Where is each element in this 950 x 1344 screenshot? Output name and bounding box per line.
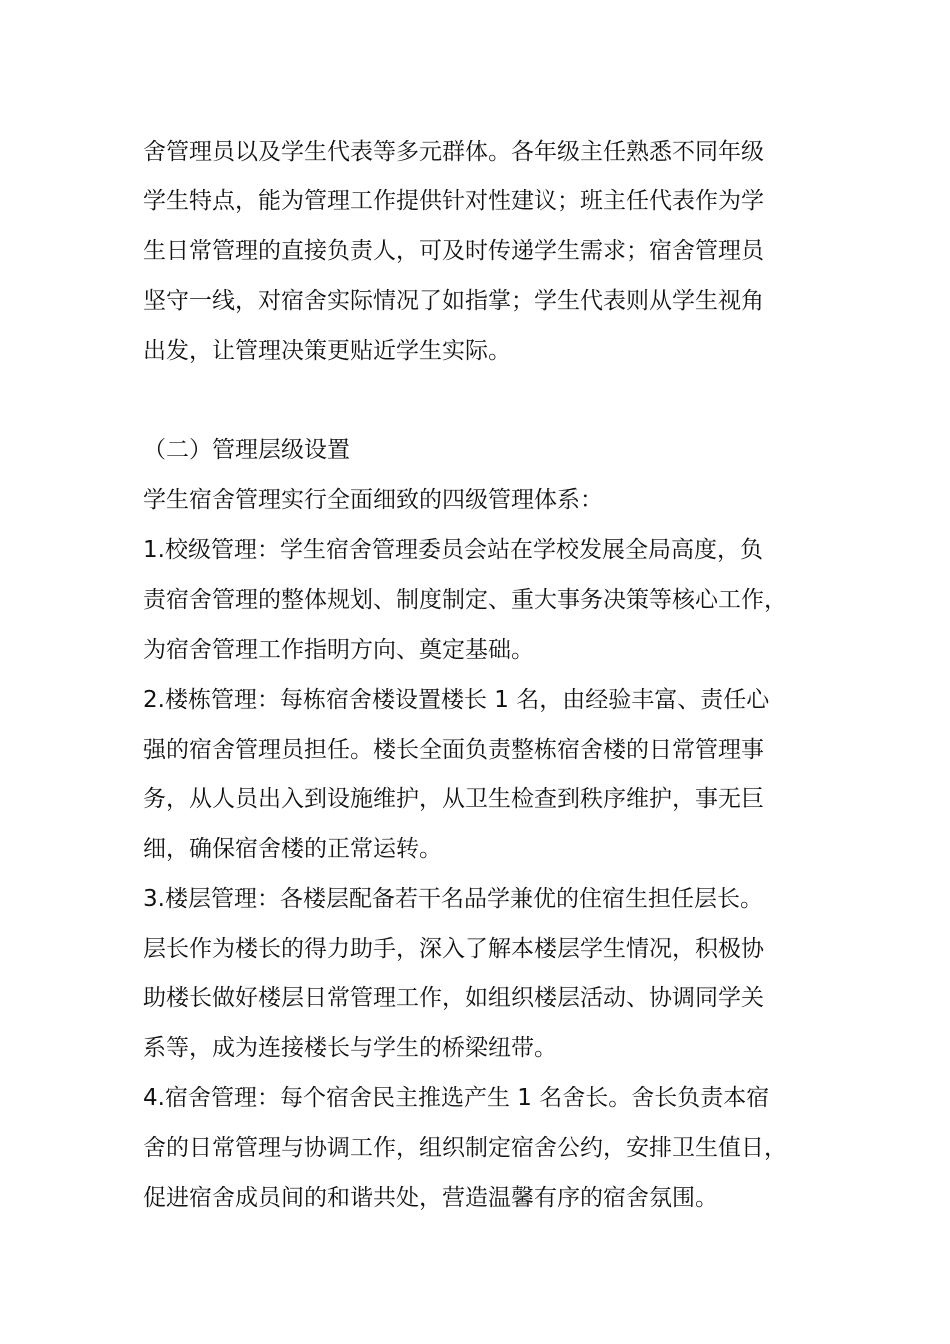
item-3-line: 3.楼层管理：各楼层配备若干名品学兼优的住宿生担任层长。	[143, 886, 763, 912]
section-heading: （二）管理层级设置	[143, 437, 350, 463]
item-3-line: 助楼长做好楼层日常管理工作，如组织楼层活动、协调同学关	[143, 985, 764, 1011]
item-4-line: 舍的日常管理与协调工作，组织制定宿舍公约，安排卫生值日，	[143, 1135, 787, 1161]
item-2-line: 务，从人员出入到设施维护，从卫生检查到秩序维护，事无巨	[143, 786, 764, 812]
item-4-line: 促进宿舍成员间的和谐共处，营造温馨有序的宿舍氛围。	[143, 1185, 718, 1211]
paragraph-line: 舍管理员以及学生代表等多元群体。各年级主任熟悉不同年级	[143, 139, 764, 165]
item-3-line: 层长作为楼长的得力助手，深入了解本楼层学生情况，积极协	[143, 936, 764, 962]
item-2-line: 2.楼栋管理：每栋宿舍楼设置楼长 1 名，由经验丰富、责任心	[143, 687, 770, 713]
paragraph-line: 出发，让管理决策更贴近学生实际。	[143, 338, 511, 364]
item-1-line: 责宿舍管理的整体规划、制度制定、重大事务决策等核心工作，	[143, 587, 787, 613]
item-2-line: 强的宿舍管理员担任。楼长全面负责整栋宿舍楼的日常管理事	[143, 737, 764, 763]
item-4-line: 4.宿舍管理：每个宿舍民主推选产生 1 名舍长。舍长负责本宿	[143, 1085, 770, 1111]
paragraph-line: 生日常管理的直接负责人，可及时传递学生需求；宿舍管理员	[143, 238, 764, 264]
intro-line: 学生宿舍管理实行全面细致的四级管理体系：	[143, 487, 603, 513]
paragraph-line: 学生特点，能为管理工作提供针对性建议；班主任代表作为学	[143, 188, 764, 214]
item-1-line: 为宿舍管理工作指明方向、奠定基础。	[143, 637, 534, 663]
item-3-line: 系等，成为连接楼长与学生的桥梁纽带。	[143, 1035, 557, 1061]
paragraph-line: 坚守一线，对宿舍实际情况了如指掌；学生代表则从学生视角	[143, 288, 764, 314]
item-1-line: 1.校级管理：学生宿舍管理委员会站在学校发展全局高度，负	[143, 537, 763, 563]
item-2-line: 细，确保宿舍楼的正常运转。	[143, 836, 442, 862]
